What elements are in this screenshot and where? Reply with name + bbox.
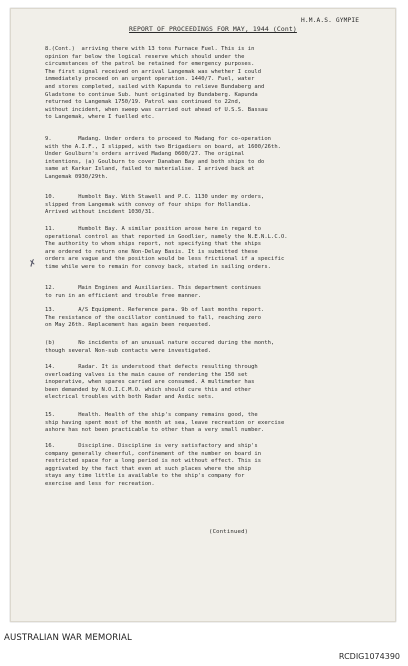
paragraph-line: operational control as that reported in Goodlier, namely the N.E.N.L.C.O. <box>45 233 288 240</box>
paragraph-line: without incident, when sweep was carried out ahead of U.S.S. Bassau <box>45 106 268 113</box>
paragraph-line: circumstances of the patrol be retained for emergency purposes. <box>45 61 255 68</box>
paragraph-line: 13. A/S Equipment. Reference para. 9b of last months report. <box>45 307 265 313</box>
paragraph-13b-incidents <box>45 340 274 355</box>
paragraph-line: to run in an efficient and trouble free manner. <box>45 292 202 299</box>
archive-name: AUSTRALIAN WAR MEMORIAL <box>4 633 132 643</box>
paragraph-line: stays any time little is available to the ship's company for <box>45 473 245 480</box>
paragraph-line: orders are vague and the position would be less frictional if a specific <box>45 256 285 263</box>
paragraph-line: 14. Radar. It is understood that defects resulting through <box>45 364 258 370</box>
paragraph-line: electrical troubles with both Radar and Asdic sets. <box>45 394 215 401</box>
paragraph-line: Arrived without incident 1030/31. <box>45 209 155 216</box>
record-id: RCDIG1074390 <box>338 652 400 661</box>
paragraph-16-discipline <box>45 443 261 489</box>
paragraph-line: to Langemak, where I fuelled etc. <box>45 114 155 121</box>
paragraph-line: (b) No incidents of an unusual nature occured during the month, <box>45 340 275 346</box>
document-page <box>10 8 396 622</box>
paragraph-line: 12. Main Engines and Auxiliaries. This department continues <box>45 285 262 291</box>
continued-label: (Continued) <box>209 529 249 535</box>
paragraph-15-health <box>45 412 284 435</box>
paragraph-10-humbolt-bay <box>45 194 264 217</box>
handwritten-margin-mark: ✗ <box>27 258 38 270</box>
ship-name: H.M.A.S. GYMPIE <box>301 17 360 24</box>
paragraph-line: ashore has not been practicable to other than a very small number. <box>45 427 265 434</box>
paragraph-line: company generally cheerful, confinement of the number on board in <box>45 450 262 457</box>
paragraph-line: slipped from Langemak with convoy of four ships for Hollandia. <box>45 201 252 208</box>
paragraph-line: returned to Langemak 1750/19. Patrol was continued to 22nd, <box>45 99 242 106</box>
paragraph-line: Gladstone to continue Sub. hunt originated by Bundaberg. Kapunda <box>45 91 258 98</box>
document-header <box>129 17 360 33</box>
paragraph-line: and stores completed, sailed with Kapunda to relieve Bundaberg and <box>45 83 265 90</box>
paragraph-line: aggrivated by the fact that even at such places where the ship <box>45 465 252 472</box>
paragraph-line: The authority to whom ships report, not specifying that the ships <box>45 241 262 248</box>
paragraph-line: inoperative, when spares carried are consumed. A multimeter has <box>45 379 255 386</box>
report-title: REPORT OF PROCEEDINGS FOR MAY, 1944 (Cont) <box>129 25 297 33</box>
paragraph-line: though several Non-sub contacts were investigated. <box>45 347 212 354</box>
paragraph-line: on May 26th. Replacement has again been requested. <box>45 322 212 329</box>
paragraph-line: 16. Discipline. Discipline is very satisfactory and ship's <box>45 443 258 449</box>
paragraph-line: ship having spent most of the month at sea, leave recreation or exercise <box>45 419 285 426</box>
paragraph-8-cont <box>45 46 268 122</box>
paragraph-line: 9. Madang. Under orders to proceed to Madang for co-operation <box>45 136 272 142</box>
paragraph-line: 11. Humbolt Bay. A similar position arose here in regard to <box>45 226 262 232</box>
paragraph-line: opinion far below the logical reserve which should under the <box>45 53 245 60</box>
paragraph-line: Langemak 0930/29th. <box>45 173 109 180</box>
paragraph-line: 15. Health. Health of the ship's company remains good, the <box>45 412 258 418</box>
paragraph-line: Under Goulburn's orders arrived Madang 0600/27. The original <box>45 151 245 158</box>
paragraph-9-madang <box>45 136 281 182</box>
paragraph-14-radar <box>45 364 258 402</box>
paragraph-line: restricted space for a long period is not without effect. This is <box>45 458 262 465</box>
paragraph-line: overloading valves is the main cause of rendering the 150 set <box>45 371 248 378</box>
paragraph-line: The resistance of the oscillator continued to fall, reaching zero <box>45 314 262 321</box>
paragraph-line: 10. Humbolt Bay. With Stawell and P.C. 1130 under my orders, <box>45 194 265 200</box>
paragraph-line: time while were to remain for convoy back, stated in sailing orders. <box>45 263 272 270</box>
paragraph-line: The first signal received on arrival Langemak was whether I could <box>45 68 262 75</box>
paragraph-13-as-equipment <box>45 307 264 330</box>
paragraph-line: exercise and less for recreation. <box>45 480 155 487</box>
paragraph-line: been demanded by N.O.I.C.M.O. which should cure this and other <box>45 386 252 393</box>
paragraph-line: are ordered to return one Non-Delay Basis. It is submitted these <box>45 248 258 255</box>
paragraph-line: immediately proceed on an urgent operation. 1440/7. Fuel, water <box>45 76 255 83</box>
paragraph-line: 8.(Cont.) arriving there with 13 tons Furnace Fuel. This is in <box>45 46 255 52</box>
paragraph-line: intentions, (a) Goulburn to cover Danaban Bay and both ships to do <box>45 158 265 165</box>
paragraph-line: with the A.I.F., I slipped, with two Brigadiers on board, at 1600/26th. <box>45 143 281 150</box>
paragraph-11-humbolt-bay <box>45 226 288 272</box>
paragraph-line: same at Karkar Island, failed to materialise. I arrived back at <box>45 166 255 173</box>
paragraph-12-main-engines <box>45 285 261 300</box>
